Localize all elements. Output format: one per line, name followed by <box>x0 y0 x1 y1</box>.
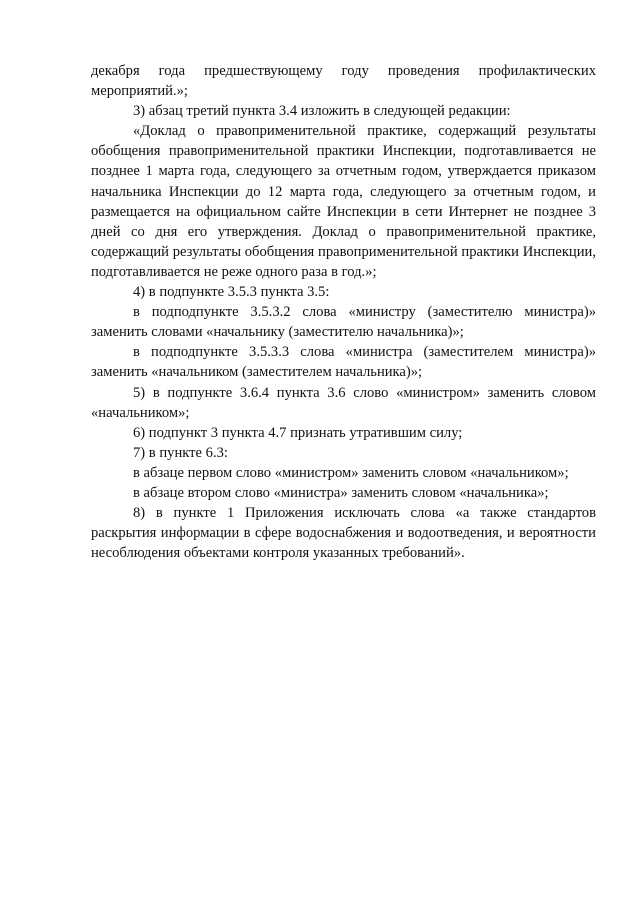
paragraph-item-7: 7) в пункте 6.3: <box>133 444 228 461</box>
paragraph-subitem-3533: в подподпункте 3.5.3.3 слова «министра (заместителем министра)» заменить «начальником (заместителем начальника)»; <box>91 344 596 381</box>
paragraph-quote-report: «Доклад о правоприменительной практике, содержащий результаты обобщения правоприменительной практики Инспекции, подготавливается не позднее 1 марта года, следующего за отчетным годом, утверждается приказом начальника Инспекции до 12 марта года, следующего за отчетным годом, и размещается на официальном сайте Инспекции в сети Интернет не позднее 3 дней со дня его утверждения. Доклад о правоприменительной практике, содержащий результаты обобщения правоприменительной практики Инспекции, подготавливается не реже одного раза в год.»; <box>91 123 596 280</box>
paragraph-item-5: 5) в подпункте 3.6.4 пункта 3.6 слово «министром» заменить словом «начальником»; <box>91 384 596 421</box>
paragraph-item-8: 8) в пункте 1 Приложения исключать слова «а также стандартов раскрытия информации в сфере водоснабжения и водоотведения, и вероятности несоблюдения объектами контроля указанных требований». <box>91 505 596 562</box>
paragraph-item-6: 6) подпункт 3 пункта 4.7 признать утратившим силу; <box>133 424 463 441</box>
paragraph-subitem-3532: в подподпункте 3.5.3.2 слова «министру (заместителю министра)» заменить словами «начальнику (заместителю начальника)»; <box>91 304 596 341</box>
paragraph-item-7-second: в абзаце втором слово «министра» заменить словом «начальника»; <box>133 484 549 501</box>
paragraph-item-3: 3) абзац третий пункта 3.4 изложить в следующей редакции: <box>133 103 511 120</box>
paragraph-item-7-first: в абзаце первом слово «министром» заменить словом «начальником»; <box>133 464 569 481</box>
paragraph-continuation: декабря года предшествующему году проведения профилактических мероприятий.»; <box>91 63 596 100</box>
document-body <box>91 61 596 563</box>
paragraph-item-4: 4) в подпункте 3.5.3 пункта 3.5: <box>133 284 330 301</box>
